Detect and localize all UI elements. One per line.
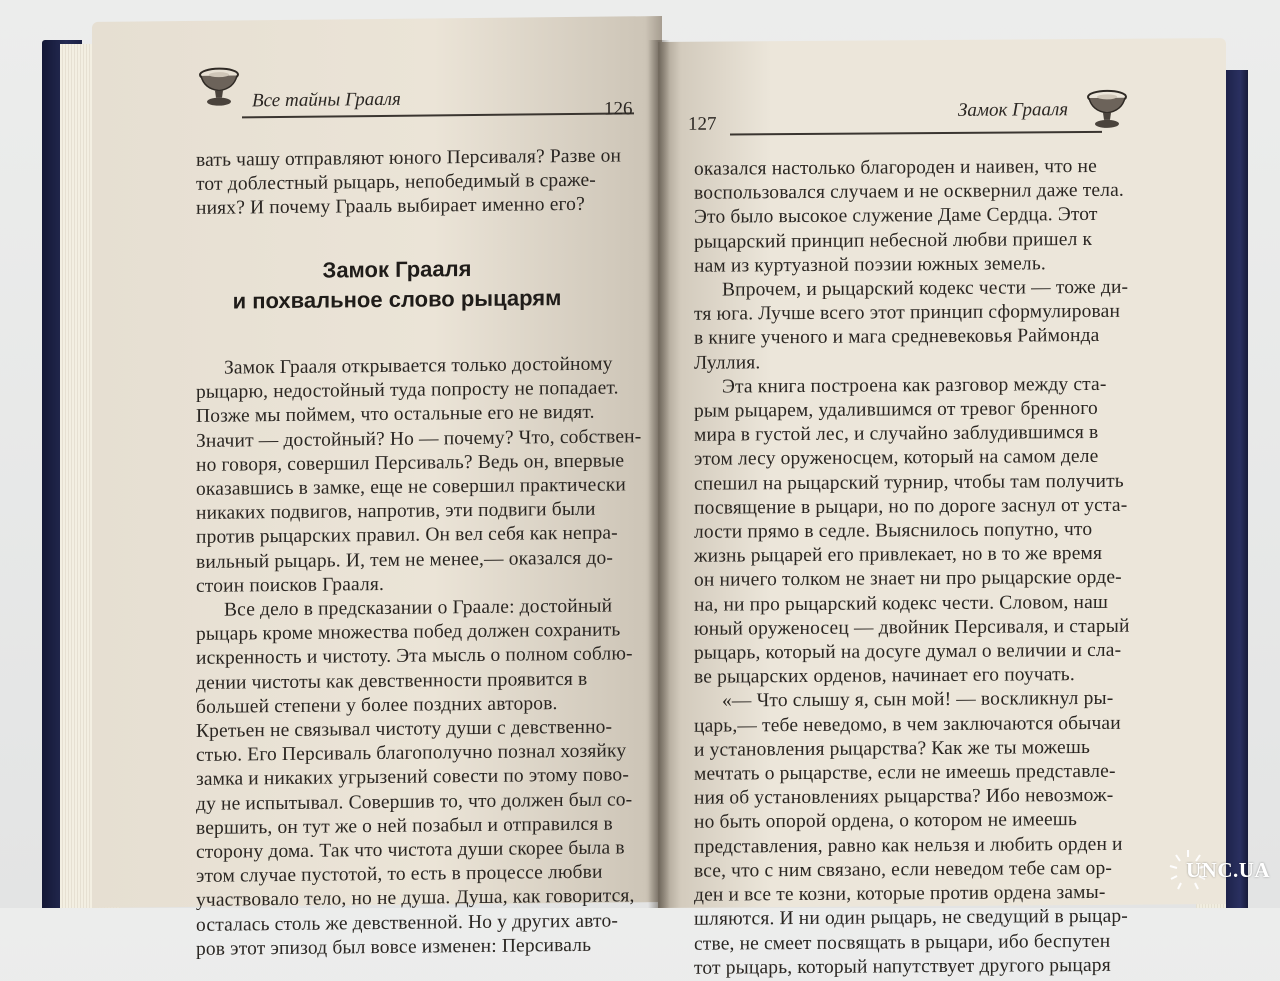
text-line: ниях? И почему Грааль выбирает именно его? bbox=[196, 194, 585, 220]
right-page bbox=[658, 38, 1226, 979]
watermark bbox=[1168, 848, 1278, 898]
text-line: Кретьен не связывал чистоту души с девственно- bbox=[196, 716, 613, 742]
page-number-left: 126 bbox=[604, 98, 633, 120]
text-line: этом лесу оруженосцем, который на самом деле bbox=[694, 446, 1099, 471]
text-line: он ничего толком не знает ни про рыцарские орде- bbox=[694, 567, 1122, 592]
text-line: Впрочем, и рыцарский кодекс чести — тоже ди- bbox=[722, 276, 1129, 301]
text-line: Замок Грааля открывается только достойному bbox=[224, 353, 613, 379]
grail-cup-icon bbox=[1084, 87, 1130, 131]
chapter-title-line-1: Замок Грааля bbox=[322, 256, 472, 283]
text-line: на, ни про рыцарский кодекс чести. Словом, наш bbox=[694, 591, 1109, 616]
text-line: участвовало тело, но не душа. Душа, как говорится, bbox=[196, 885, 635, 912]
text-line: Все дело в предсказании о Граале: достойный bbox=[224, 595, 613, 621]
text-line: рыцарь, который на досуге думал о величии и сла- bbox=[694, 639, 1122, 664]
text-line: Позже мы поймем, что остальные его не видят. bbox=[196, 402, 595, 428]
text-line: стоин поисков Грааля. bbox=[196, 573, 385, 597]
text-line: против рыцарских правил. Он вел себя как непра- bbox=[196, 522, 618, 549]
left-body-text bbox=[196, 352, 641, 962]
text-line: искренность и чистоту. Эта мысль о полном соблю- bbox=[196, 643, 633, 670]
text-line: ров этот эпизод был вовсе изменен: Персиваль bbox=[196, 934, 592, 960]
text-line: вать чашу отправляют юного Персиваля? Разве он bbox=[196, 145, 622, 171]
text-line: представления, равно как нельзя и любить орден и bbox=[694, 833, 1123, 858]
text-line: но говоря, совершил Персиваль? Ведь он, впервые bbox=[196, 450, 625, 476]
book-gutter-shadow bbox=[648, 40, 670, 908]
text-line: рыцарский принцип небесной любви пришел к bbox=[694, 228, 1093, 253]
text-line: все, что с ним связано, если неведом тебе сам ор- bbox=[694, 857, 1112, 882]
text-line: ден и все те козни, которые против ордена замы- bbox=[694, 881, 1106, 906]
text-line: лости прямо в седле. Выяснилось попутно, что bbox=[694, 519, 1093, 543]
running-head-rule-left bbox=[242, 112, 634, 118]
text-line: Эта книга построена как разговор между ста- bbox=[722, 373, 1107, 398]
text-line: стью. Его Персиваль благополучно познал хозяйку bbox=[196, 740, 627, 767]
text-line: мечтать о рыцарстве, если не имеешь представле- bbox=[694, 760, 1116, 785]
page-number-right: 127 bbox=[688, 113, 717, 135]
text-line: в книге ученого и мага средневековья Раймонда bbox=[694, 325, 1100, 350]
text-line: вершить, он тут же о ней позабыл и отправился в bbox=[196, 813, 613, 839]
text-line: нам из куртуазной поэзии южных земель. bbox=[694, 253, 1046, 277]
text-line: «— Что слышу я, сын мой! — воскликнул ры- bbox=[722, 688, 1114, 713]
text-line: сторону дома. Так что чистота души скорее была в bbox=[196, 837, 625, 863]
text-line: тот рыцарь, который напутствует другого рыцаря bbox=[694, 954, 1111, 979]
text-line: воспользовался случаем и не осквернил даже тела. bbox=[694, 179, 1124, 204]
text-line: царь,— тебе неведомо, в чем заключаются обычаи bbox=[694, 712, 1121, 737]
right-body-text bbox=[694, 155, 1130, 981]
text-line: оказавшись в замке, еще не совершил практически bbox=[196, 474, 626, 500]
text-line: но быть опорой ордена, о котором не имеешь bbox=[694, 809, 1077, 834]
text-line: и установления рыцарства? Как же ты можешь bbox=[694, 736, 1091, 761]
text-line: замка и никаких угрызений совести по этому пово- bbox=[196, 764, 629, 791]
text-line: жизнь рыцарей его привлекает, но в то же время bbox=[694, 543, 1103, 567]
text-line: спешил на рыцарский турнир, чтобы там получить bbox=[694, 470, 1124, 495]
left-top-text bbox=[196, 144, 621, 221]
text-line: Это было высокое служение Даме Сердца. Этот bbox=[694, 204, 1098, 229]
grail-cup-icon bbox=[196, 64, 242, 108]
text-line: Луллия. bbox=[694, 351, 761, 374]
text-line: мира в густой лес, и случайно заблудившимся в bbox=[694, 422, 1099, 446]
text-line: стве, не смеет посвящать в рыцари, ибо беспутен bbox=[694, 930, 1111, 955]
chapter-title bbox=[232, 253, 562, 316]
watermark-text: UNC.UA bbox=[1186, 858, 1271, 882]
text-line: Значит — достойный? Но — почему? Что, собствен- bbox=[196, 425, 642, 452]
text-line: шляются. И ни один рыцарь, не сведущий в рыцар- bbox=[694, 906, 1128, 931]
text-line: юный оруженосец — двойник Персиваля, и старый bbox=[694, 615, 1130, 640]
running-head-right: Замок Грааля bbox=[958, 99, 1069, 121]
chapter-title-line-2: и похвальное слово рыцарям bbox=[232, 285, 562, 314]
text-line: рыцарь кроме множества побед должен сохранить bbox=[196, 619, 621, 646]
text-line: рыцарю, недостойный туда попросту не попадает. bbox=[196, 377, 619, 404]
text-line: ду не испытывал. Совершив то, что должен был со- bbox=[196, 788, 633, 815]
text-line: никаких подвигов, напротив, эти подвиги были bbox=[196, 498, 596, 525]
text-line: этом случае пустотой, то есть в процессе любви bbox=[196, 861, 603, 888]
text-line: большей степени у более поздних авторов. bbox=[196, 692, 558, 718]
text-line: оказался настолько благороден и наивен, что не bbox=[694, 155, 1097, 180]
running-head-left: Все тайны Грааля bbox=[252, 88, 401, 112]
text-line: вильный рыцарь. И, тем не менее,— оказался до- bbox=[196, 547, 614, 573]
text-line: тот доблестный рыцарь, непобедимый в сраже- bbox=[196, 169, 596, 196]
text-line: ния об установлениях рыцарства? Ибо невозмож- bbox=[694, 785, 1114, 810]
text-line: дении чистоты как девственности проявится в bbox=[196, 668, 588, 694]
text-line: осталась столь же девственной. Но у других авто- bbox=[196, 910, 618, 936]
text-line: тя юга. Лучше всего этот принцип сформулирован bbox=[694, 300, 1121, 325]
text-line: ве рыцарских орденов, начинает его поучать. bbox=[694, 664, 1075, 689]
running-head-rule-right bbox=[730, 131, 1102, 136]
left-page bbox=[92, 16, 662, 960]
text-line: посвящение в рыцари, но по дороге заснул от уста- bbox=[694, 494, 1128, 519]
text-line: рым рыцарем, удалившимся от тревог бренного bbox=[694, 397, 1098, 422]
